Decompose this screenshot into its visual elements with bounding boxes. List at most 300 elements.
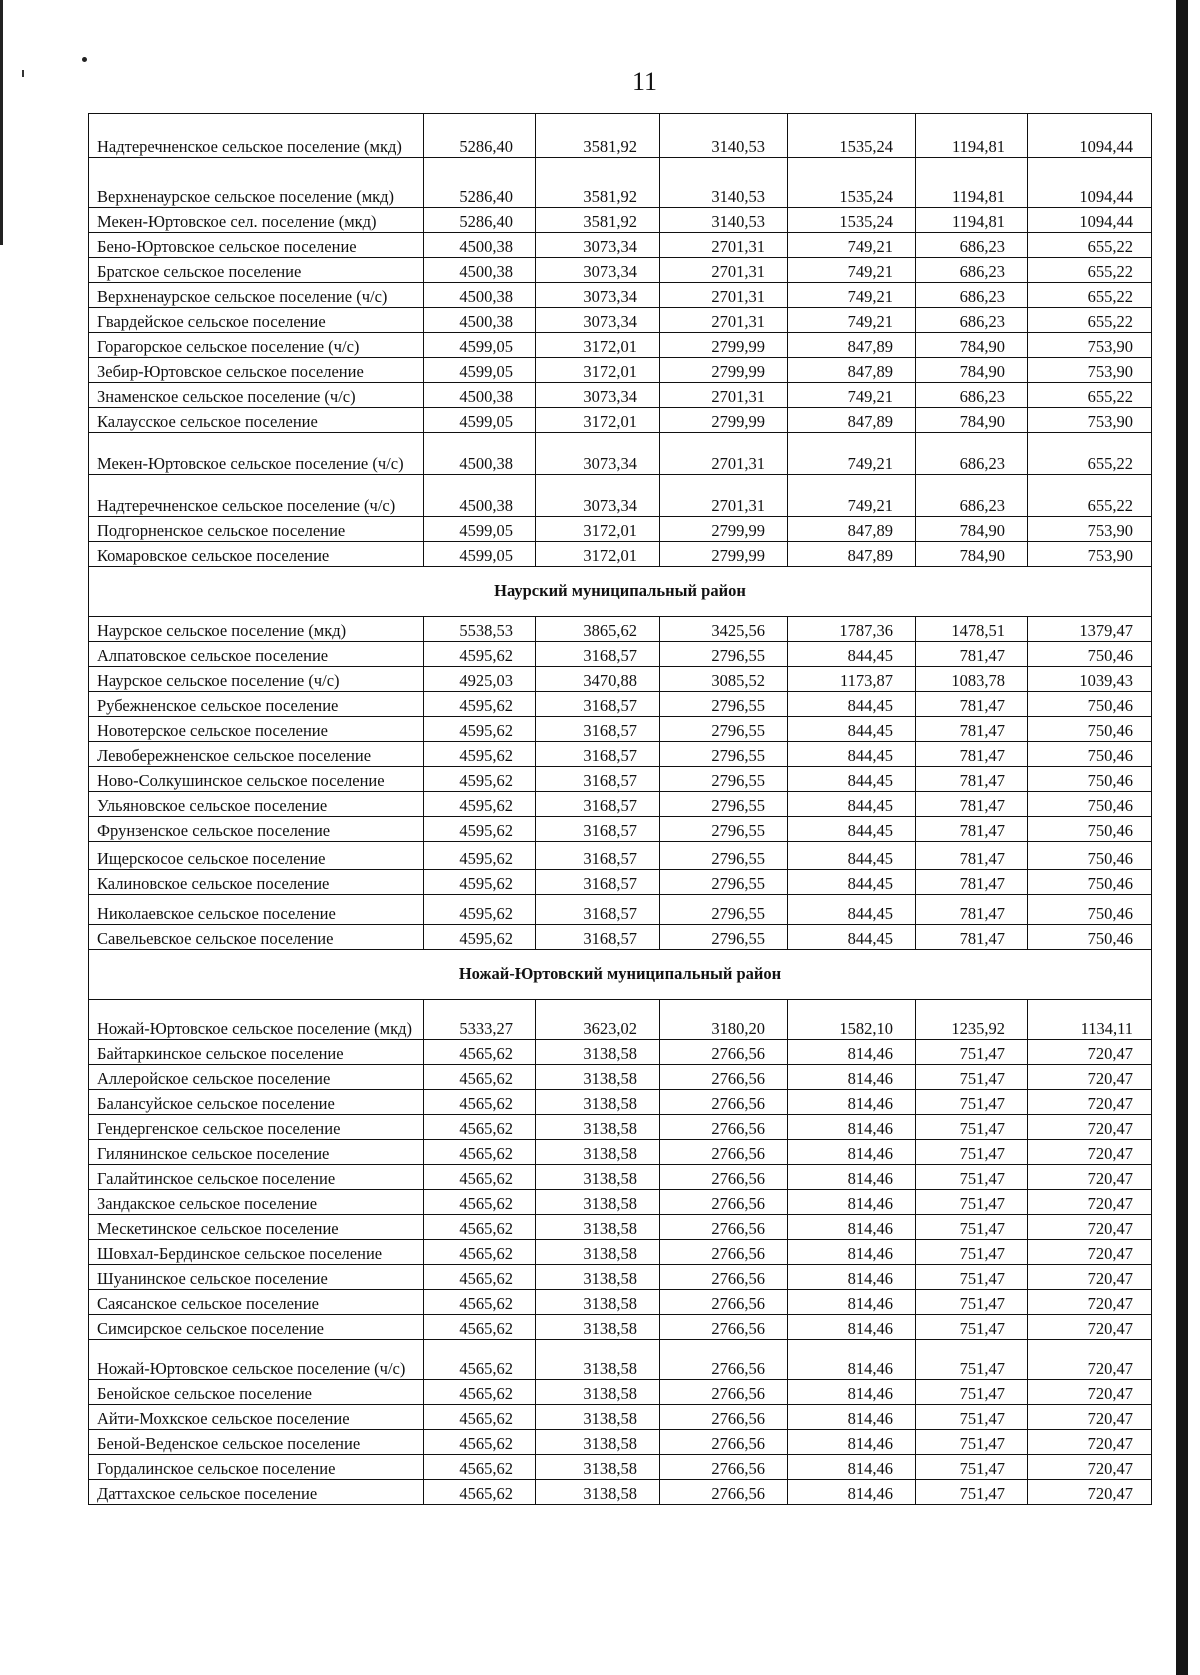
value-cell: 3138,58 [536,1040,660,1065]
value-cell: 750,46 [1028,817,1152,842]
table-row [89,1315,1152,1340]
value-cell: 1173,87 [788,667,916,692]
value-cell: 655,22 [1028,258,1152,283]
value-cell: 4565,62 [424,1115,536,1140]
value-cell: 3172,01 [536,358,660,383]
value-cell: 3073,34 [536,258,660,283]
settlement-name: Фрунзенское сельское поселение [89,817,424,842]
value-cell: 749,21 [788,283,916,308]
value-cell: 4565,62 [424,1455,536,1480]
value-cell: 5286,40 [424,208,536,233]
value-cell: 844,45 [788,792,916,817]
value-cell: 1535,24 [788,158,916,208]
value-cell: 781,47 [916,692,1028,717]
value-cell: 814,46 [788,1240,916,1265]
value-cell: 5286,40 [424,158,536,208]
value-cell: 4500,38 [424,433,536,475]
value-cell: 2796,55 [660,895,788,925]
value-cell: 4595,62 [424,817,536,842]
value-cell: 844,45 [788,642,916,667]
value-cell: 3172,01 [536,333,660,358]
table-row [89,114,1152,158]
table-row [89,358,1152,383]
value-cell: 781,47 [916,895,1028,925]
value-cell: 814,46 [788,1340,916,1380]
value-cell: 4565,62 [424,1140,536,1165]
value-cell: 2799,99 [660,517,788,542]
table-row [89,158,1152,208]
value-cell: 750,46 [1028,692,1152,717]
value-cell: 750,46 [1028,842,1152,870]
value-cell: 814,46 [788,1290,916,1315]
value-cell: 2766,56 [660,1165,788,1190]
settlement-name: Гвардейское сельское поселение [89,308,424,333]
table-row [89,433,1152,475]
table-row [89,1405,1152,1430]
value-cell: 814,46 [788,1480,916,1505]
value-cell: 784,90 [916,408,1028,433]
settlement-name: Верхненаурское сельское поселение (мкд) [89,158,424,208]
value-cell: 4565,62 [424,1405,536,1430]
table-row [89,1140,1152,1165]
value-cell: 720,47 [1028,1455,1152,1480]
value-cell: 4565,62 [424,1215,536,1240]
value-cell: 686,23 [916,475,1028,517]
value-cell: 814,46 [788,1430,916,1455]
value-cell: 4500,38 [424,233,536,258]
value-cell: 3168,57 [536,642,660,667]
settlement-name: Галайтинское сельское поселение [89,1165,424,1190]
value-cell: 720,47 [1028,1290,1152,1315]
settlement-name: Братское сельское поселение [89,258,424,283]
value-cell: 2766,56 [660,1380,788,1405]
value-cell: 847,89 [788,517,916,542]
table-row [89,1215,1152,1240]
value-cell: 2701,31 [660,283,788,308]
value-cell: 3138,58 [536,1240,660,1265]
value-cell: 2796,55 [660,792,788,817]
settlement-name: Даттахское сельское поселение [89,1480,424,1505]
value-cell: 4599,05 [424,542,536,567]
value-cell: 749,21 [788,383,916,408]
table-row [89,895,1152,925]
value-cell: 720,47 [1028,1190,1152,1215]
value-cell: 655,22 [1028,383,1152,408]
value-cell: 2796,55 [660,742,788,767]
value-cell: 844,45 [788,925,916,950]
value-cell: 3138,58 [536,1380,660,1405]
value-cell: 751,47 [916,1380,1028,1405]
value-cell: 3073,34 [536,433,660,475]
value-cell: 750,46 [1028,925,1152,950]
value-cell: 781,47 [916,817,1028,842]
value-cell: 750,46 [1028,895,1152,925]
settlement-name: Горагорское сельское поселение (ч/с) [89,333,424,358]
value-cell: 751,47 [916,1140,1028,1165]
value-cell: 2701,31 [660,475,788,517]
value-cell: 781,47 [916,717,1028,742]
settlement-name: Зебир-Юртовское сельское поселение [89,358,424,383]
value-cell: 4595,62 [424,870,536,895]
value-cell: 1194,81 [916,208,1028,233]
value-cell: 844,45 [788,742,916,767]
value-cell: 2766,56 [660,1240,788,1265]
value-cell: 4925,03 [424,667,536,692]
settlement-name: Мекен-Юртовское сельское поселение (ч/с) [89,433,424,475]
value-cell: 4565,62 [424,1190,536,1215]
table-row [89,792,1152,817]
settlement-name: Гордалинское сельское поселение [89,1455,424,1480]
value-cell: 749,21 [788,308,916,333]
value-cell: 686,23 [916,233,1028,258]
value-cell: 3172,01 [536,542,660,567]
value-cell: 3138,58 [536,1265,660,1290]
value-cell: 751,47 [916,1315,1028,1340]
value-cell: 750,46 [1028,642,1152,667]
value-cell: 4599,05 [424,408,536,433]
settlement-name: Наурское сельское поселение (мкд) [89,617,424,642]
table-row [89,308,1152,333]
table-row [89,667,1152,692]
value-cell: 686,23 [916,433,1028,475]
value-cell: 844,45 [788,870,916,895]
value-cell: 751,47 [916,1115,1028,1140]
value-cell: 1478,51 [916,617,1028,642]
value-cell: 3623,02 [536,1000,660,1040]
value-cell: 814,46 [788,1215,916,1240]
value-cell: 751,47 [916,1430,1028,1455]
value-cell: 4565,62 [424,1090,536,1115]
value-cell: 1083,78 [916,667,1028,692]
value-cell: 814,46 [788,1315,916,1340]
value-cell: 720,47 [1028,1240,1152,1265]
value-cell: 4599,05 [424,358,536,383]
value-cell: 4565,62 [424,1065,536,1090]
settlement-name: Алпатовское сельское поселение [89,642,424,667]
value-cell: 844,45 [788,895,916,925]
value-cell: 3168,57 [536,870,660,895]
settlement-name: Мекен-Юртовское сел. поселение (мкд) [89,208,424,233]
value-cell: 2766,56 [660,1340,788,1380]
value-cell: 2796,55 [660,692,788,717]
value-cell: 2701,31 [660,433,788,475]
value-cell: 4599,05 [424,333,536,358]
value-cell: 4595,62 [424,895,536,925]
value-cell: 814,46 [788,1190,916,1215]
value-cell: 2799,99 [660,333,788,358]
value-cell: 2766,56 [660,1065,788,1090]
value-cell: 2766,56 [660,1215,788,1240]
value-cell: 2766,56 [660,1140,788,1165]
section-header-row [89,567,1152,617]
value-cell: 4500,38 [424,258,536,283]
settlement-name: Надтеречненское сельское поселение (ч/с) [89,475,424,517]
table-row [89,542,1152,567]
value-cell: 3140,53 [660,158,788,208]
value-cell: 3168,57 [536,925,660,950]
settlement-name: Бено-Юртовское сельское поселение [89,233,424,258]
section-header-row [89,950,1152,1000]
value-cell: 3140,53 [660,208,788,233]
value-cell: 814,46 [788,1455,916,1480]
value-cell: 751,47 [916,1240,1028,1265]
table-row [89,1040,1152,1065]
value-cell: 2766,56 [660,1315,788,1340]
table-row [89,617,1152,642]
value-cell: 753,90 [1028,542,1152,567]
settlement-name: Симсирское сельское поселение [89,1315,424,1340]
value-cell: 4565,62 [424,1240,536,1265]
value-cell: 1094,44 [1028,208,1152,233]
value-cell: 3138,58 [536,1405,660,1430]
value-cell: 3138,58 [536,1480,660,1505]
value-cell: 751,47 [916,1190,1028,1215]
table-row [89,1190,1152,1215]
value-cell: 784,90 [916,358,1028,383]
value-cell: 720,47 [1028,1315,1152,1340]
value-cell: 1582,10 [788,1000,916,1040]
settlement-name: Саясанское сельское поселение [89,1290,424,1315]
settlement-name: Подгорненское сельское поселение [89,517,424,542]
value-cell: 749,21 [788,233,916,258]
value-cell: 4595,62 [424,842,536,870]
value-cell: 4595,62 [424,792,536,817]
value-cell: 720,47 [1028,1090,1152,1115]
value-cell: 3073,34 [536,283,660,308]
settlement-name: Верхненаурское сельское поселение (ч/с) [89,283,424,308]
table-row [89,258,1152,283]
value-cell: 2766,56 [660,1190,788,1215]
table-row [89,925,1152,950]
value-cell: 3168,57 [536,842,660,870]
value-cell: 4565,62 [424,1165,536,1190]
settlement-name: Гендергенское сельское поселение [89,1115,424,1140]
value-cell: 750,46 [1028,792,1152,817]
value-cell: 4595,62 [424,642,536,667]
value-cell: 1535,24 [788,114,916,158]
table-row [89,717,1152,742]
value-cell: 3865,62 [536,617,660,642]
value-cell: 781,47 [916,870,1028,895]
value-cell: 3168,57 [536,742,660,767]
value-cell: 2796,55 [660,817,788,842]
table-row [89,817,1152,842]
value-cell: 3581,92 [536,208,660,233]
value-cell: 751,47 [916,1215,1028,1240]
value-cell: 2766,56 [660,1430,788,1455]
value-cell: 814,46 [788,1115,916,1140]
settlement-name: Калаусское сельское поселение [89,408,424,433]
value-cell: 1787,36 [788,617,916,642]
value-cell: 4565,62 [424,1380,536,1405]
table-row [89,1430,1152,1455]
table-row [89,333,1152,358]
value-cell: 4565,62 [424,1040,536,1065]
value-cell: 3073,34 [536,475,660,517]
value-cell: 5538,53 [424,617,536,642]
section-title: Ножай-Юртовский муниципальный район [89,950,1152,1000]
value-cell: 3168,57 [536,895,660,925]
value-cell: 720,47 [1028,1115,1152,1140]
value-cell: 814,46 [788,1140,916,1165]
value-cell: 781,47 [916,642,1028,667]
value-cell: 655,22 [1028,475,1152,517]
value-cell: 847,89 [788,408,916,433]
value-cell: 720,47 [1028,1215,1152,1240]
settlement-name: Левобережненское сельское поселение [89,742,424,767]
value-cell: 3581,92 [536,114,660,158]
value-cell: 3073,34 [536,233,660,258]
value-cell: 720,47 [1028,1430,1152,1455]
table-row [89,383,1152,408]
value-cell: 655,22 [1028,308,1152,333]
value-cell: 844,45 [788,717,916,742]
value-cell: 844,45 [788,692,916,717]
value-cell: 3581,92 [536,158,660,208]
settlement-name: Бенойское сельское поселение [89,1380,424,1405]
value-cell: 4595,62 [424,692,536,717]
value-cell: 2766,56 [660,1115,788,1140]
value-cell: 3168,57 [536,717,660,742]
value-cell: 814,46 [788,1265,916,1290]
scan-edge-right [1176,0,1188,1675]
value-cell: 814,46 [788,1090,916,1115]
settlement-name: Беной-Веденское сельское поселение [89,1430,424,1455]
value-cell: 3168,57 [536,792,660,817]
table-row [89,233,1152,258]
value-cell: 753,90 [1028,517,1152,542]
value-cell: 749,21 [788,475,916,517]
table-row [89,1265,1152,1290]
settlement-name: Ножай-Юртовское сельское поселение (мкд) [89,1000,424,1040]
value-cell: 2701,31 [660,258,788,283]
value-cell: 749,21 [788,433,916,475]
table-row [89,870,1152,895]
tariff-table-body [89,114,1152,1505]
value-cell: 720,47 [1028,1380,1152,1405]
value-cell: 4500,38 [424,308,536,333]
value-cell: 686,23 [916,383,1028,408]
settlement-name: Гилянинское сельское поселение [89,1140,424,1165]
table-row [89,283,1152,308]
value-cell: 720,47 [1028,1265,1152,1290]
value-cell: 751,47 [916,1480,1028,1505]
scan-edge-left [0,0,3,245]
settlement-name: Рубежненское сельское поселение [89,692,424,717]
value-cell: 3180,20 [660,1000,788,1040]
value-cell: 781,47 [916,925,1028,950]
value-cell: 686,23 [916,258,1028,283]
settlement-name: Надтеречненское сельское поселение (мкд) [89,114,424,158]
table-row [89,767,1152,792]
table-row [89,1065,1152,1090]
value-cell: 4565,62 [424,1265,536,1290]
settlement-name: Шуанинское сельское поселение [89,1265,424,1290]
value-cell: 2796,55 [660,842,788,870]
table-row [89,1115,1152,1140]
value-cell: 4500,38 [424,475,536,517]
value-cell: 784,90 [916,517,1028,542]
table-row [89,1090,1152,1115]
value-cell: 751,47 [916,1340,1028,1380]
settlement-name: Шовхал-Бердинское сельское поселение [89,1240,424,1265]
value-cell: 3425,56 [660,617,788,642]
value-cell: 720,47 [1028,1405,1152,1430]
table-row [89,1290,1152,1315]
value-cell: 751,47 [916,1290,1028,1315]
value-cell: 2766,56 [660,1040,788,1065]
value-cell: 3138,58 [536,1290,660,1315]
settlement-name: Ульяновское сельское поселение [89,792,424,817]
value-cell: 814,46 [788,1065,916,1090]
value-cell: 686,23 [916,283,1028,308]
value-cell: 3140,53 [660,114,788,158]
table-row [89,517,1152,542]
settlement-name: Балансуйское сельское поселение [89,1090,424,1115]
value-cell: 753,90 [1028,358,1152,383]
value-cell: 814,46 [788,1405,916,1430]
value-cell: 3138,58 [536,1430,660,1455]
value-cell: 847,89 [788,542,916,567]
value-cell: 2766,56 [660,1405,788,1430]
value-cell: 784,90 [916,542,1028,567]
value-cell: 720,47 [1028,1065,1152,1090]
table-row [89,1000,1152,1040]
value-cell: 750,46 [1028,870,1152,895]
value-cell: 2799,99 [660,358,788,383]
value-cell: 753,90 [1028,408,1152,433]
value-cell: 2799,99 [660,408,788,433]
table-row [89,1165,1152,1190]
value-cell: 844,45 [788,817,916,842]
table-row [89,475,1152,517]
value-cell: 3073,34 [536,308,660,333]
value-cell: 4500,38 [424,383,536,408]
value-cell: 847,89 [788,358,916,383]
settlement-name: Комаровское сельское поселение [89,542,424,567]
value-cell: 1134,11 [1028,1000,1152,1040]
value-cell: 3168,57 [536,817,660,842]
value-cell: 3172,01 [536,408,660,433]
value-cell: 720,47 [1028,1340,1152,1380]
table-row [89,1340,1152,1380]
value-cell: 3168,57 [536,692,660,717]
value-cell: 3138,58 [536,1190,660,1215]
settlement-name: Ново-Солкушинское сельское поселение [89,767,424,792]
value-cell: 2766,56 [660,1290,788,1315]
value-cell: 4565,62 [424,1340,536,1380]
table-row [89,642,1152,667]
value-cell: 751,47 [916,1165,1028,1190]
value-cell: 4565,62 [424,1480,536,1505]
settlement-name: Новотерское сельское поселение [89,717,424,742]
value-cell: 750,46 [1028,742,1152,767]
value-cell: 1194,81 [916,158,1028,208]
settlement-name: Байтаркинское сельское поселение [89,1040,424,1065]
value-cell: 784,90 [916,333,1028,358]
value-cell: 2799,99 [660,542,788,567]
value-cell: 5286,40 [424,114,536,158]
settlement-name: Зандакское сельское поселение [89,1190,424,1215]
table-row [89,692,1152,717]
value-cell: 1039,43 [1028,667,1152,692]
value-cell: 3168,57 [536,767,660,792]
value-cell: 847,89 [788,333,916,358]
value-cell: 3138,58 [536,1165,660,1190]
table-row [89,1480,1152,1505]
value-cell: 3138,58 [536,1115,660,1140]
value-cell: 2796,55 [660,925,788,950]
